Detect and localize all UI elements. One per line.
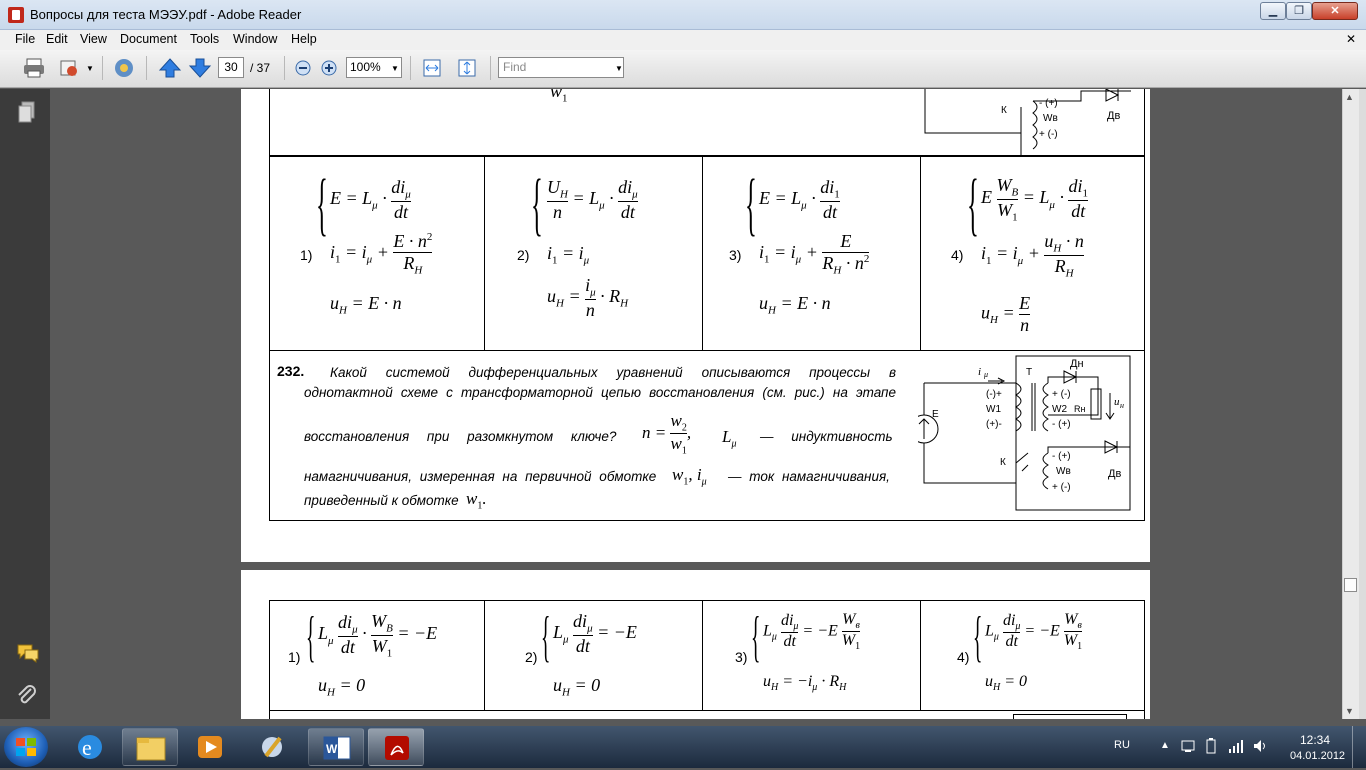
- equation: $E = L_\mu$ · $\frac{di_1}{dt}$: [759, 177, 840, 222]
- zoom-in-icon[interactable]: [318, 57, 342, 79]
- show-desktop-button[interactable]: [1352, 726, 1366, 768]
- equation: $u_H$ = $\frac{i_\mu}{n}$ · $R_H$: [547, 275, 629, 320]
- equation: $L_\mu$ $di_\mu$ dt = −E $W_в$ $W_1$: [985, 611, 1083, 653]
- circuit-diagram: [918, 353, 1144, 511]
- next-circuit-fragment: [1013, 714, 1127, 719]
- svg-text:- (+): - (+): [1052, 419, 1071, 430]
- page-number-input[interactable]: 30: [218, 57, 244, 78]
- svg-text:- (+): - (+): [1039, 98, 1058, 109]
- svg-text:i: i: [978, 366, 982, 378]
- brace-icon: {: [967, 166, 979, 243]
- internet-explorer-icon: [62, 728, 118, 766]
- zoom-level-select[interactable]: 100%: [346, 57, 402, 78]
- menu-document[interactable]: Document: [120, 32, 177, 46]
- svg-text:e: e: [82, 735, 92, 760]
- svg-text:К: К: [1001, 105, 1007, 116]
- find-input[interactable]: Find: [498, 57, 624, 78]
- collaborate-icon[interactable]: [112, 57, 136, 79]
- svg-text:+ (-): + (-): [1052, 389, 1071, 400]
- svg-text:К: К: [1000, 457, 1006, 468]
- svg-text:(-)+: (-)+: [986, 389, 1002, 400]
- question-text-line: однотактной схеме с трансформаторной цепью восстановления (см. рис.) на этапе: [304, 385, 896, 400]
- zoom-out-icon[interactable]: [292, 57, 316, 79]
- window-title: Вопросы для теста МЭЭУ.pdf - Adobe Reader: [30, 7, 302, 22]
- equation: E $\frac{W_B}{W_1}$ = $L_\mu$ · $\frac{di_1}{dt}$: [981, 175, 1088, 224]
- answer-label: 1): [288, 649, 301, 665]
- brace-icon: {: [751, 606, 761, 668]
- scroll-up-icon[interactable]: ▲: [1345, 92, 1354, 102]
- question-text-line: приведенный к обмотке: [304, 493, 459, 508]
- answer-label: 1): [300, 247, 313, 263]
- svg-text:E: E: [932, 409, 939, 420]
- question-232: [269, 350, 1145, 521]
- next-page-icon[interactable]: [188, 57, 212, 79]
- circuit-fragment-previous: [921, 89, 1145, 155]
- svg-text:T: T: [1026, 367, 1033, 378]
- scroll-thumb[interactable]: [1344, 578, 1357, 592]
- fit-page-icon[interactable]: [455, 57, 479, 79]
- taskbar-media-player[interactable]: [182, 728, 238, 766]
- equation: $u_H = 0$: [318, 675, 366, 699]
- equation: $i_1 = i_\mu$ + $\frac{E \cdot n^2}{R_H}$: [330, 231, 433, 277]
- equation: $u_H = 0$: [553, 675, 601, 699]
- svg-text:Дв: Дв: [1107, 110, 1121, 122]
- menu-edit[interactable]: Edit: [46, 32, 68, 46]
- volume-icon[interactable]: [1252, 738, 1268, 754]
- equation: $i_1 = i_\mu$ + $\frac{E}{R_H \cdot n^2}$: [759, 231, 870, 277]
- answer-label: 2): [525, 649, 538, 665]
- brace-icon: {: [306, 606, 316, 668]
- svg-text:W: W: [326, 742, 338, 756]
- print-icon[interactable]: [22, 57, 46, 79]
- menu-view[interactable]: View: [80, 32, 107, 46]
- pdf-page: [241, 89, 1150, 562]
- taskbar-word[interactable]: [308, 728, 364, 766]
- equation: $u_H$ = $\frac{E}{n}$: [981, 293, 1031, 335]
- previous-page-icon[interactable]: [158, 57, 182, 79]
- brace-icon: {: [316, 166, 328, 243]
- brace-icon: {: [745, 166, 757, 243]
- question-text-line: — индуктивность: [760, 429, 893, 444]
- pages-panel-icon[interactable]: [17, 100, 37, 124]
- answer-label: 3): [729, 247, 742, 263]
- equation: $u_H = -i_\mu \cdot R_H$: [763, 673, 847, 694]
- answer-cell-3[interactable]: [702, 156, 921, 351]
- toolbar-separator: [146, 56, 147, 80]
- brace-icon: {: [541, 606, 551, 668]
- navigation-panel: [0, 89, 50, 719]
- svg-text:Wв: Wв: [1043, 113, 1058, 124]
- formula-w1: $w_1$, $i_\mu$: [672, 465, 707, 488]
- equation: $i_1 = i_\mu$ + $\frac{u_H \cdot n}{R_H}$: [981, 231, 1084, 280]
- chevron-down-icon[interactable]: ▼: [615, 64, 623, 73]
- close-button[interactable]: ✕: [1312, 2, 1358, 20]
- formula-w1: $w_1$.: [466, 489, 487, 512]
- menu-help[interactable]: Help: [291, 32, 317, 46]
- question-number: 232.: [277, 363, 305, 379]
- answer-label: 4): [951, 247, 964, 263]
- battery-icon[interactable]: [1205, 738, 1217, 754]
- question-text-line: намагничивания, измеренная на первичной обмотке: [304, 469, 657, 484]
- menu-file[interactable]: File: [15, 32, 36, 46]
- windows-logo-icon: [14, 735, 38, 759]
- svg-text:н: н: [1120, 401, 1124, 410]
- language-indicator[interactable]: RU: [1114, 739, 1130, 751]
- equation: $L_\mu$ $di_\mu$ dt · $\frac{W_B}{W_1}$ = −E: [318, 611, 438, 660]
- equation: $L_\mu$ $di_\mu$ dt = −E $W_в$ $W_1$: [763, 611, 861, 653]
- share-icon[interactable]: [58, 57, 82, 79]
- toolbar-separator: [410, 56, 411, 80]
- svg-text:W1: W1: [986, 404, 1001, 415]
- svg-text:μ: μ: [984, 370, 989, 379]
- equation: $i_1 = i_\mu$: [547, 243, 590, 267]
- media-player-icon: [182, 728, 238, 766]
- question-text-line: Какой системой дифференциальных уравнений описываются процессы в: [330, 365, 896, 380]
- svg-text:W2: W2: [1052, 404, 1067, 415]
- vertical-scrollbar[interactable]: [1342, 89, 1359, 719]
- answer-cell-4[interactable]: [920, 156, 1145, 351]
- svg-text:u: u: [1114, 396, 1120, 408]
- brace-icon: {: [531, 166, 543, 243]
- equation: $u_H = 0$: [985, 673, 1028, 694]
- taskbar-paint[interactable]: [244, 728, 300, 766]
- maximize-button[interactable]: ❐: [1286, 2, 1312, 20]
- paint-icon: [244, 728, 300, 766]
- taskbar-ie[interactable]: [62, 728, 118, 766]
- answer-label: 4): [957, 649, 970, 665]
- formula-lmu: $L_\mu$: [722, 427, 737, 450]
- equation: $\frac{U_H}{n}$ = $L_\mu$ · $di_\mu$ dt: [547, 177, 638, 222]
- clock-time[interactable]: 12:34: [1300, 733, 1331, 747]
- menu-window[interactable]: Window: [233, 32, 278, 46]
- answer-label: 3): [735, 649, 748, 665]
- chevron-down-icon[interactable]: ▼: [86, 64, 94, 73]
- answer-cell-1[interactable]: [269, 600, 485, 711]
- minimize-button[interactable]: ▁: [1260, 2, 1286, 20]
- toolbar-separator: [102, 56, 103, 80]
- close-document-icon[interactable]: ✕: [1346, 32, 1357, 46]
- toolbar-separator: [490, 56, 491, 80]
- svg-text:Дв: Дв: [1108, 468, 1122, 480]
- comments-icon[interactable]: [16, 642, 40, 664]
- pdf-page: [241, 570, 1150, 719]
- network-signal-icon[interactable]: [1228, 738, 1244, 754]
- equation: $u_H = E \cdot n$: [330, 293, 402, 317]
- answer-cell-2[interactable]: [484, 600, 703, 711]
- action-center-icon[interactable]: [1180, 738, 1196, 754]
- toolbar-separator: [284, 56, 285, 80]
- formula-n: n = $\frac{w_2}{w_1}$ ,: [642, 411, 692, 457]
- taskbar-explorer[interactable]: [122, 728, 178, 766]
- svg-text:Wв: Wв: [1056, 466, 1071, 477]
- clock-date[interactable]: 04.01.2012: [1290, 750, 1346, 762]
- folder-icon: [123, 729, 179, 767]
- taskbar-adobe-reader[interactable]: [368, 728, 424, 766]
- equation: $L_\mu$ $di_\mu$ dt = −E: [553, 611, 637, 656]
- svg-text:(+)-: (+)-: [986, 419, 1002, 430]
- svg-text:Дн: Дн: [1070, 358, 1084, 370]
- question-text-line: — ток намагничивания,: [728, 469, 890, 484]
- show-hidden-icons-icon[interactable]: ▲: [1160, 740, 1170, 751]
- svg-text:- (+): - (+): [1052, 451, 1071, 462]
- word-icon: [309, 729, 365, 767]
- equation: $u_H = E \cdot n$: [759, 293, 831, 317]
- page-total: / 37: [250, 61, 271, 75]
- scrollbar-gutter: [1359, 89, 1366, 719]
- menu-bar: [0, 30, 1366, 50]
- answer-label: 2): [517, 247, 530, 263]
- adobe-reader-icon: [8, 7, 24, 23]
- document-viewport[interactable]: [50, 89, 1342, 719]
- svg-text:+ (-): + (-): [1052, 482, 1071, 493]
- attachment-icon[interactable]: [16, 684, 38, 706]
- question-text-line: восстановления при разомкнутом ключе?: [304, 429, 617, 444]
- fit-width-icon[interactable]: [420, 57, 444, 79]
- answer-cell-2[interactable]: [484, 156, 703, 351]
- scroll-down-icon[interactable]: ▼: [1345, 706, 1354, 716]
- formula-fragment: $w_1$: [550, 89, 568, 105]
- answer-cell-3[interactable]: [702, 600, 921, 711]
- brace-icon: {: [973, 606, 983, 668]
- svg-text:+ (-): + (-): [1039, 129, 1058, 140]
- equation: $E = L_\mu$ · $di_\mu$ dt: [330, 177, 411, 222]
- adobe-reader-icon: [369, 729, 425, 767]
- svg-text:Rн: Rн: [1074, 404, 1086, 414]
- menu-tools[interactable]: Tools: [190, 32, 220, 46]
- answer-cell-1[interactable]: [269, 156, 485, 351]
- answer-cell-4[interactable]: [920, 600, 1145, 711]
- chevron-down-icon[interactable]: ▼: [391, 64, 399, 73]
